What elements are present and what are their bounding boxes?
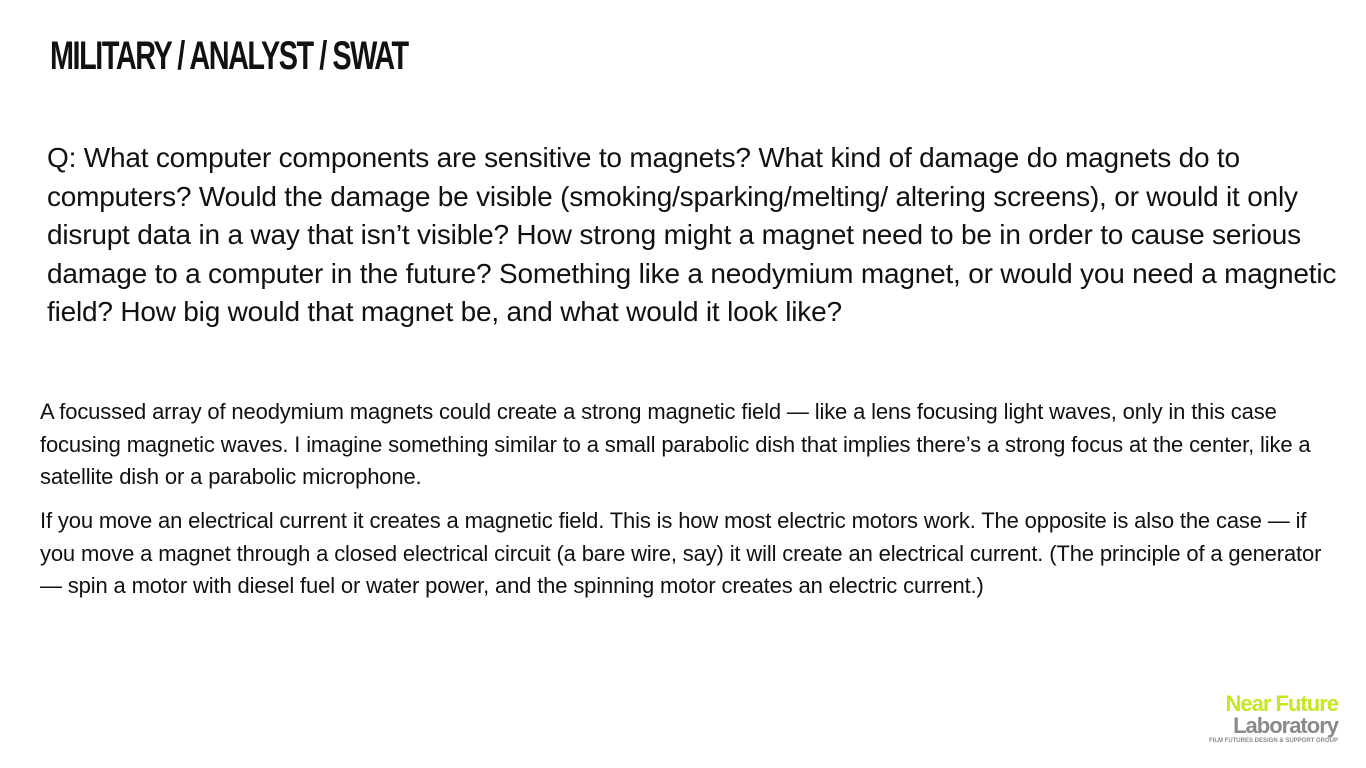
slide-title: MILITARY / ANALYST / SWAT <box>50 34 408 78</box>
answer-paragraph-1: A focussed array of neodymium magnets could create a strong magnetic field — like a lens focusing light waves, only in this case focusing magnetic waves. I imagine something similar to a small parabolic dish that implies there’s a strong focus at the center, like a satellite dish or a parabolic microphone. <box>40 399 1311 489</box>
logo-tagline: FILM FUTURES DESIGN & SUPPORT GROUP <box>1208 738 1338 744</box>
logo-line-near-future: Near Future <box>1225 691 1338 716</box>
near-future-laboratory-logo <box>1209 693 1338 745</box>
answer-paragraph-2: If you move an electrical current it creates a magnetic field. This is how most electric motors work. The opposite is also the case — if you move a magnet through a closed electrical circuit (a bare wire, say) it will create an electrical current. (The principle of a generator — spin a motor with diesel fuel or water power, and the spinning motor creates an electric current.) <box>40 508 1322 598</box>
logo-line-laboratory: Laboratory <box>1233 713 1338 738</box>
question-text: Q: What computer components are sensitive to magnets? What kind of damage do magnets do to computers? Would the damage be visible (smoking/sparking/melting/ altering screens), or would it only disrupt data in a way that isn’t visible? How strong might a magnet need to be in order to cause serious damage to a computer in the future? Something like a neodymium magnet, or would you need a magnetic field? How big would that magnet be, and what would it look like? <box>47 142 1337 327</box>
